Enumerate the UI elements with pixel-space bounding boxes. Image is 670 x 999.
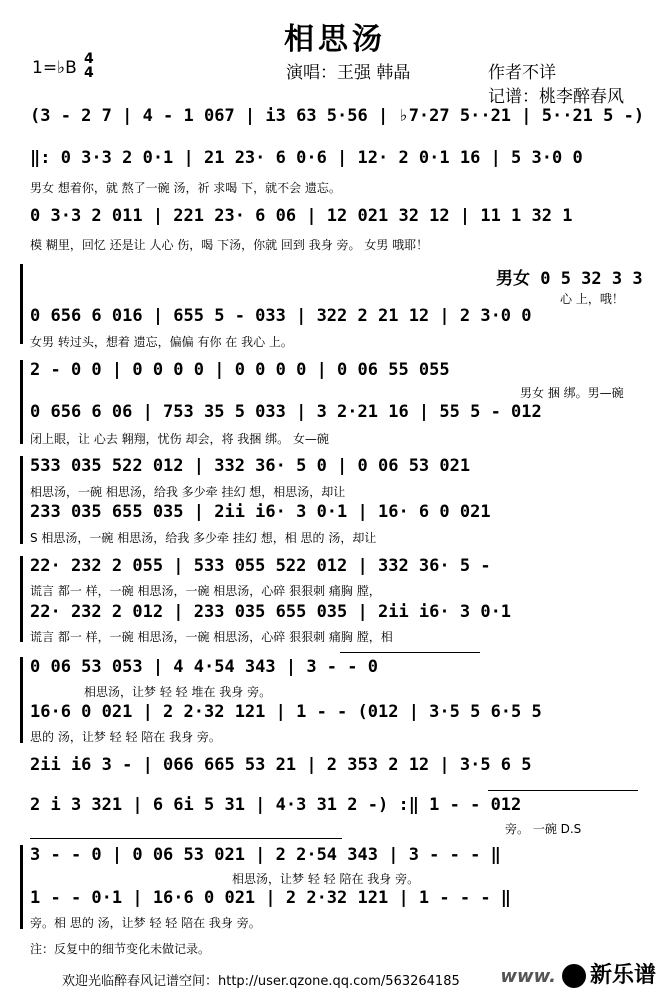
record-icon xyxy=(562,964,586,988)
volta-line xyxy=(340,652,480,653)
system-bracket xyxy=(20,657,23,743)
score-row: 22· 232 2 012 | 233 035 655 035 | 2ii i6· 3 0·1 xyxy=(30,602,512,622)
site-logo xyxy=(500,958,656,989)
lyric-line: 闭上眼，让 心去 翱翔，忧伤 却会，将 我捆 绑。 女—碗 xyxy=(30,432,329,446)
lyric-line: 旁。相 思的 汤，让梦 轻 轻 陪在 我身 旁。 xyxy=(30,916,261,930)
time-signature-bottom: 4 xyxy=(84,65,94,81)
composer: 作者不详 xyxy=(488,63,556,83)
score-row: 0 06 53 053 | 4 4·54 343 | 3 - - 0 xyxy=(30,657,378,677)
score-row: 2 i 3 321 | 6 6i 5 31 | 4·3 31 2 -) :‖ 1 - - 012 xyxy=(30,795,522,815)
lyric-line: 谎言 都一 样，一碗 相思汤，一碗 相思汤，心碎 狠狠刺 痛胸 膛，相 xyxy=(30,630,393,644)
time-signature-top: 4 xyxy=(84,51,94,67)
lyric-line: 男女 想着你，就 熬了一碗 汤，祈 求喝 下，就不会 遗忘。 xyxy=(30,181,341,195)
score-row: 0 656 6 06 | 753 35 5 033 | 3 2·21 16 | 55 5 - 012 xyxy=(30,402,542,422)
lyric-line: 相思汤，一碗 相思汤，给我 多少牵 挂幻 想，相思汤，却让 xyxy=(30,485,346,499)
lyric-line: 模 糊里，回忆 还是让 人心 伤，喝 下汤，你就 回到 我身 旁。 女男 哦耶！ xyxy=(30,238,429,252)
lyric-line: 思的 汤，让梦 轻 轻 陪在 我身 旁。 xyxy=(30,730,221,744)
system-bracket xyxy=(20,845,23,929)
score-row: 533 035 522 012 | 332 36· 5 0 | 0 06 53 021 xyxy=(30,456,471,476)
score-row: 男女 0 5 32 3 3 xyxy=(496,269,643,289)
lyric-line: 心 上，哦！ xyxy=(560,292,624,306)
key-signature: 1=♭B xyxy=(32,58,77,78)
score-row: 16·6 0 021 | 2 2·32 121 | 1 - - (012 | 3·5 5 6·5 5 xyxy=(30,702,542,722)
score-row: ‖: 0 3·3 2 0·1 | 21 23· 6 0·6 | 12· 2 0·1 16 | 5 3·0 0 xyxy=(30,148,583,168)
lyric-line: 相思汤，让梦 轻 轻 陪在 我身 旁。 xyxy=(232,872,420,886)
volta-line xyxy=(30,838,342,839)
time-signature xyxy=(84,52,94,80)
volta-line xyxy=(488,790,638,791)
lyric-line: 男女 捆 绑。男—碗 xyxy=(520,386,624,400)
lyric-line: 女男 转过头，想着 遗忘，偏偏 有你 在 我心 上。 xyxy=(30,335,293,349)
lyric-line: S 相思汤，一碗 相思汤，给我 多少牵 挂幻 想，相 思的 汤，却让 xyxy=(30,531,377,545)
score-row: 3 - - 0 | 0 06 53 021 | 2 2·54 343 | 3 - - - ‖ xyxy=(30,845,501,865)
score-row: 0 3·3 2 011 | 221 23· 6 06 | 12 021 32 12 | 11 1 32 1 xyxy=(30,206,573,226)
song-title: 相思汤 xyxy=(284,22,386,57)
score-row: 0 656 6 016 | 655 5 - 033 | 322 2 21 12 | 2 3·0 0 xyxy=(30,306,532,326)
lyric-line: 谎言 都一 样，一碗 相思汤，一碗 相思汤，心碎 狠狠刺 痛胸 膛， xyxy=(30,584,381,598)
system-bracket xyxy=(20,264,23,344)
system-bracket xyxy=(20,360,23,444)
transcriber: 记谱：桃李醉春风 xyxy=(488,87,624,107)
logo-text: 新乐谱 xyxy=(589,963,656,988)
score-row: 22· 232 2 055 | 533 055 522 012 | 332 36· 5 - xyxy=(30,556,491,576)
score-row: 1 - - 0·1 | 16·6 0 021 | 2 2·32 121 | 1 - - - ‖ xyxy=(30,888,512,908)
lyric-line: 相思汤，让梦 轻 轻 堆在 我身 旁。 xyxy=(84,685,272,699)
score-row: 2 - 0 0 | 0 0 0 0 | 0 0 0 0 | 0 06 55 055 xyxy=(30,360,450,380)
lyric-line: 旁。 一碗 D.S xyxy=(505,822,582,836)
system-bracket xyxy=(20,556,23,642)
singers: 演唱：王强 韩晶 xyxy=(286,63,411,83)
footnote: 注：反复中的细节变化未做记录。 xyxy=(30,942,211,956)
logo-prefix: www. xyxy=(500,966,556,987)
score-row: (3 - 2 7 | 4 - 1 067 | i3 63 5·56 | ♭7·27 5··21 | 5··21 5 -) xyxy=(30,106,645,126)
footer-credit: 欢迎光临醉春风记谱空间：http://user.qzone.qq.com/563264185 xyxy=(62,974,460,989)
score-row: 233 035 655 035 | 2ii i6· 3 0·1 | 16· 6 0 021 xyxy=(30,502,491,522)
system-bracket xyxy=(20,456,23,544)
score-row: 2ii i6 3 - | 066 665 53 21 | 2 353 2 12 | 3·5 6 5 xyxy=(30,755,532,775)
